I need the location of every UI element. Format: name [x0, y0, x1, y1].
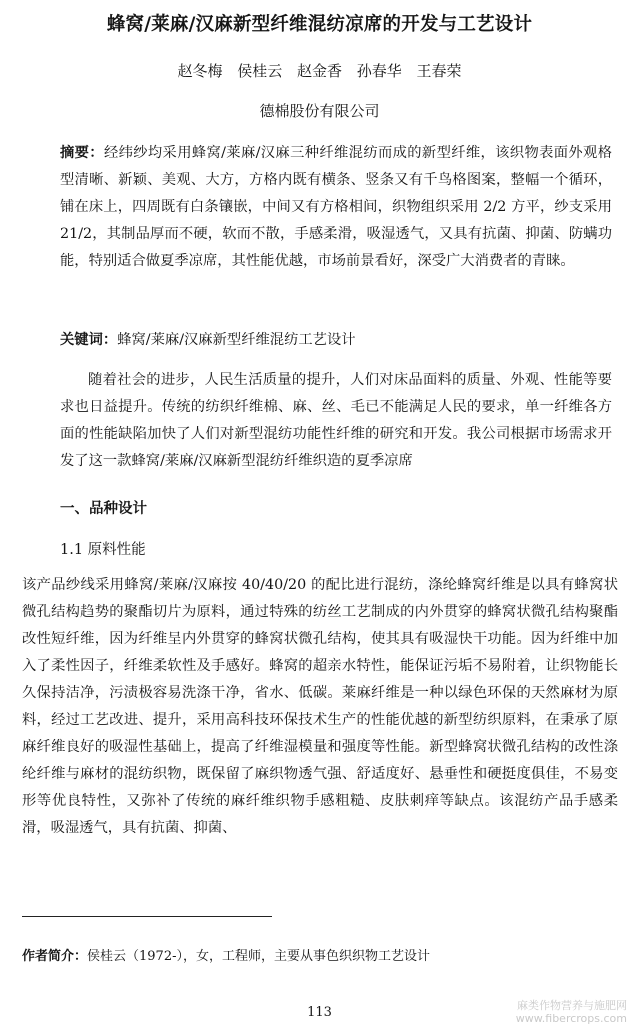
author-list: 赵冬梅 侯桂云 赵金香 孙春华 王春荣: [177, 62, 462, 80]
watermark-line: 麻类作物营养与施肥网: [517, 999, 627, 1012]
watermark-url: www.fibercrops.com: [515, 1012, 627, 1025]
abstract-label: 摘要：: [60, 145, 104, 161]
keywords-text: 蜂窝/莱麻/汉麻新型纤维混纺工艺设计: [117, 332, 356, 348]
affiliation: 德棉股份有限公司: [259, 102, 380, 120]
abstract-text: 经纬纱均采用蜂窝/莱麻/汉麻三种纤维混纺而成的新型纤维，该织物表面外观格型清晰、新颖、美观、大方，方格内既有横条、竖条又有千鸟格图案，整幅一个循环，铺在床上，四周既有白条镶嵌，中间又有方格相间，织物组织采用 2/2 方平，纱支采用 21/2，其制品厚而不硬，软而不散，手感柔滑，吸湿透气，又具有抗菌、抑菌、防螨功能，特别适合做夏季凉席，其性能优越，市场前景看好，深受广大消费者的青睐。: [60, 145, 612, 269]
footnote-label: 作者简介：: [22, 949, 88, 964]
keywords: [60, 327, 612, 354]
section-heading: 一、品种设计: [60, 501, 147, 517]
body-paragraph: 该产品纱线采用蜂窝/莱麻/汉麻按 40/40/20 的配比进行混纺，涤纶蜂窝纤维是以具有蜂窝状微孔结构趋势的聚酯切片为原料，通过特殊的纺丝工艺制成的内外贯穿的蜂窝状微孔结构聚酯改性短纤维，因为纤维呈内外贯穿的蜂窝状微孔结构，使其具有吸湿快干功能。因为纤维中加入了柔性因子，纤维柔软性及手感好。蜂窝的超亲水特性，能保证污垢不易附着，让织物能长久保持洁净，污渍极容易洗涤干净，省水、低碳。莱麻纤维是一种以绿色环保的天然麻材为原料，经过工艺改进、提升，采用高科技环保技术生产的性能优越的新型纺织原料，在秉承了原麻纤维良好的吸湿性基础上，提高了纤维湿模量和强度等性能。新型蜂窝状微孔结构的改性涤纶纤维与麻材的混纺织物，既保留了麻织物透气强、舒适度好、悬垂性和硬挺度俱佳，不易变形等优良特性，又弥补了传统的麻纤维织物手感粗糙、皮肤刺痒等缺点。该混纺产品手感柔滑，吸湿透气，具有抗菌、抑菌、: [22, 577, 618, 836]
footnote: [22, 945, 430, 964]
subsection-heading: 1.1 原料性能: [60, 542, 146, 558]
page-number: 113: [307, 1005, 332, 1020]
footnote-divider: [22, 916, 272, 917]
intro-paragraph: 随着社会的进步，人民生活质量的提升，人们对床品面料的质量、外观、性能等要求也日益提升。传统的纺织纤维棉、麻、丝、毛已不能满足人民的要求，单一纤维各方面的性能缺陷加快了人们对新型混纺功能性纤维的研究和开发。我公司根据市场需求开发了这一款蜂窝/莱麻/汉麻新型混纺纤维织造的夏季凉席: [60, 372, 612, 469]
footnote-text: 侯桂云（1972-），女，工程师，主要从事色织织物工艺设计: [87, 949, 430, 964]
abstract: [60, 140, 612, 275]
site-watermark: [516, 999, 627, 1025]
keywords-label: 关键词：: [60, 332, 118, 348]
paper-title: 蜂窝/莱麻/汉麻新型纤维混纺凉席的开发与工艺设计: [106, 14, 533, 35]
